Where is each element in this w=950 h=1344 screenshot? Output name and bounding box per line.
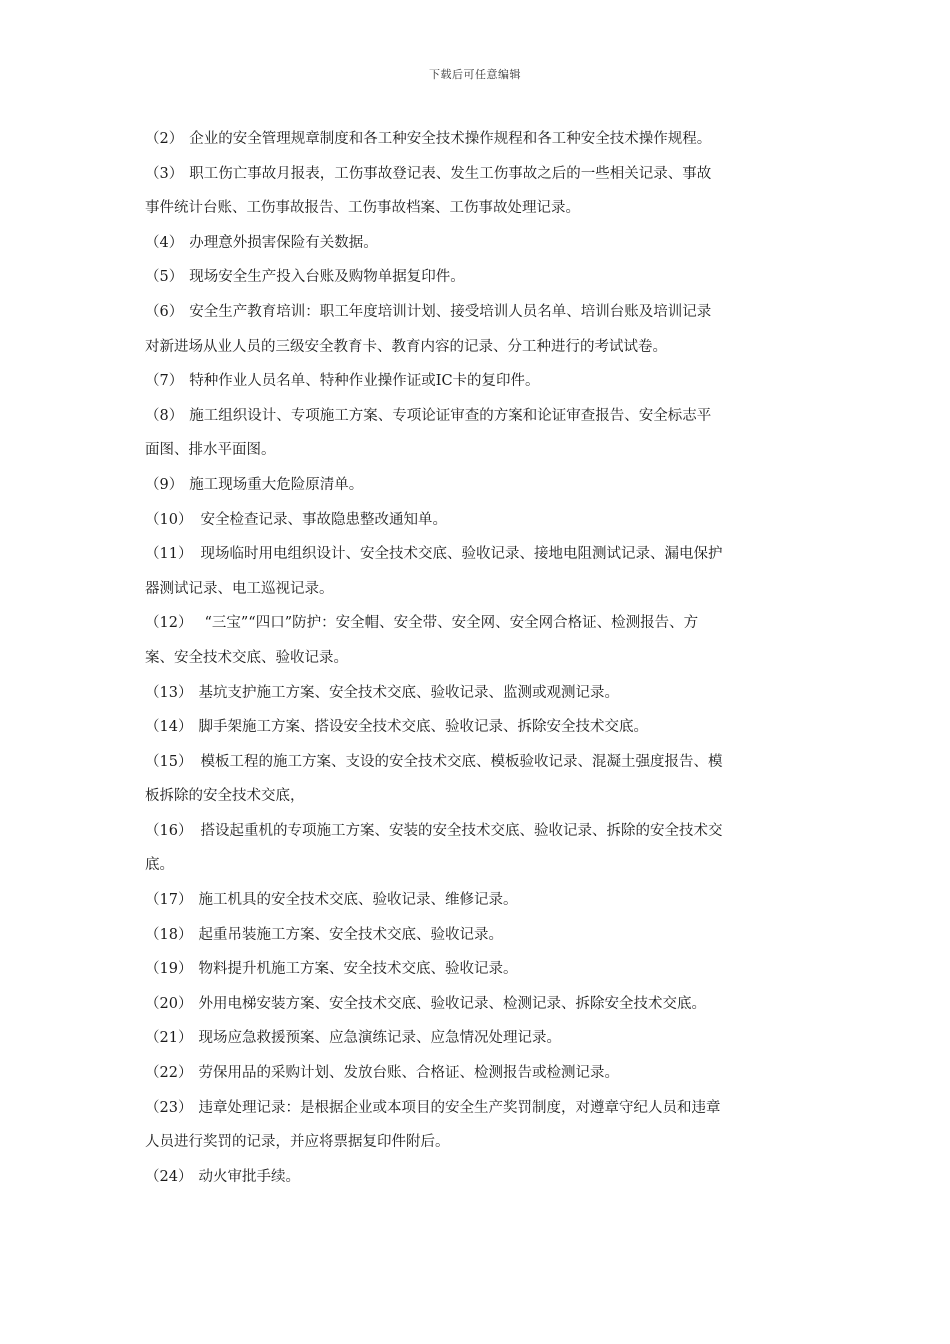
item-number: （23） bbox=[145, 1099, 193, 1116]
item-number: （24） bbox=[145, 1168, 193, 1185]
item-text: 施工组织设计、专项施工方案、专项论证审查的方案和论证审查报告、安全标志平 bbox=[189, 407, 712, 424]
item-text: 物料提升机施工方案、安全技术交底、验收记录。 bbox=[198, 961, 518, 978]
item-number: （12） bbox=[145, 615, 193, 632]
list-item bbox=[145, 1091, 810, 1126]
item-text: 面图、排水平面图。 bbox=[145, 442, 276, 459]
item-number: （17） bbox=[145, 892, 193, 909]
item-number: （9） bbox=[145, 476, 184, 493]
item-text: 板拆除的安全技术交底， bbox=[145, 788, 305, 805]
item-number: （16） bbox=[145, 822, 193, 839]
item-text: 违章处理记录：是根据企业或本项目的安全生产奖罚制度，对遵章守纪人员和违章 bbox=[198, 1099, 721, 1116]
item-text: 安全生产教育培训：职工年度培训计划、接受培训人员名单、培训台账及培训记录 bbox=[189, 303, 712, 320]
item-text: 外用电梯安装方案、安全技术交底、验收记录、检测记录、拆除安全技术交底。 bbox=[198, 995, 706, 1012]
item-text: 脚手架施工方案、搭设安全技术交底、验收记录、拆除安全技术交底。 bbox=[198, 719, 648, 736]
list-item bbox=[145, 1160, 810, 1195]
list-item bbox=[145, 295, 810, 330]
item-number: （13） bbox=[145, 684, 193, 701]
item-number: （21） bbox=[145, 1030, 193, 1047]
item-number: （7） bbox=[145, 373, 184, 390]
document-body bbox=[145, 122, 810, 1194]
item-number: （11） bbox=[145, 546, 193, 563]
list-item bbox=[145, 537, 810, 572]
item-text: 动火审批手续。 bbox=[198, 1168, 300, 1185]
list-item bbox=[145, 987, 810, 1022]
item-text: 安全检查记录、事故隐患整改通知单。 bbox=[200, 511, 447, 528]
list-item bbox=[145, 1056, 810, 1091]
item-number: （22） bbox=[145, 1065, 193, 1082]
list-item-continuation bbox=[145, 433, 810, 468]
list-item bbox=[145, 122, 810, 157]
item-number: （2） bbox=[145, 131, 184, 147]
list-item bbox=[145, 745, 810, 780]
list-item bbox=[145, 468, 810, 503]
item-text: 案、安全技术交底、验收记录。 bbox=[145, 649, 348, 666]
item-text: 器测试记录、电工巡视记录。 bbox=[145, 580, 334, 597]
item-text: 现场临时用电组织设计、安全技术交底、验收记录、接地电阻测试记录、漏电保护 bbox=[200, 546, 723, 563]
list-item bbox=[145, 226, 810, 261]
item-text: 现场应急救援预案、应急演练记录、应急情况处理记录。 bbox=[198, 1030, 561, 1047]
item-number: （3） bbox=[145, 165, 184, 182]
item-text: 现场安全生产投入台账及购物单据复印件。 bbox=[189, 269, 465, 286]
item-text: 基坑支护施工方案、安全技术交底、验收记录、监测或观测记录。 bbox=[198, 684, 619, 701]
list-item bbox=[145, 503, 810, 538]
item-text: 办理意外损害保险有关数据。 bbox=[189, 234, 378, 251]
item-text: 底。 bbox=[145, 857, 174, 874]
item-text: 施工现场重大危险原清单。 bbox=[189, 476, 364, 493]
list-item bbox=[145, 883, 810, 918]
item-text: 企业的安全管理规章制度和各工种安全技术操作规程和各工种安全技术操作规程。 bbox=[189, 131, 712, 147]
list-item bbox=[145, 260, 810, 295]
list-item bbox=[145, 1021, 810, 1056]
item-number: （5） bbox=[145, 269, 184, 286]
item-text: 人员进行奖罚的记录，并应将票据复印件附后。 bbox=[145, 1134, 450, 1151]
item-number: （6） bbox=[145, 303, 184, 320]
list-item bbox=[145, 364, 810, 399]
list-item bbox=[145, 814, 810, 849]
item-text: 特种作业人员名单、特种作业操作证或IC卡的复印件。 bbox=[189, 373, 540, 390]
list-item bbox=[145, 676, 810, 711]
list-item-continuation bbox=[145, 572, 810, 607]
list-item bbox=[145, 157, 810, 192]
item-number: （15） bbox=[145, 753, 193, 770]
item-text: 对新进场从业人员的三级安全教育卡、教育内容的记录、分工种进行的考试试卷。 bbox=[145, 338, 667, 355]
item-number: （10） bbox=[145, 511, 193, 528]
item-number: （19） bbox=[145, 961, 193, 978]
list-item-continuation bbox=[145, 779, 810, 814]
list-item bbox=[145, 918, 810, 953]
list-item bbox=[145, 710, 810, 745]
list-item bbox=[145, 952, 810, 987]
list-item bbox=[145, 399, 810, 434]
item-text: 施工机具的安全技术交底、验收记录、维修记录。 bbox=[198, 892, 518, 909]
list-item-continuation bbox=[145, 191, 810, 226]
list-item-continuation bbox=[145, 1125, 810, 1160]
item-text: 劳保用品的采购计划、发放台账、合格证、检测报告或检测记录。 bbox=[198, 1065, 619, 1082]
item-text: “三宝”“四口”防护：安全帽、安全带、安全网、安全网合格证、检测报告、方 bbox=[204, 615, 699, 632]
item-number: （20） bbox=[145, 995, 193, 1012]
item-number: （18） bbox=[145, 926, 193, 943]
item-number: （8） bbox=[145, 407, 184, 424]
item-text: 搭设起重机的专项施工方案、安装的安全技术交底、验收记录、拆除的安全技术交 bbox=[200, 822, 723, 839]
page-header-note: 下载后可任意编辑 bbox=[429, 68, 521, 81]
item-text: 事件统计台账、工伤事故报告、工伤事故档案、工伤事故处理记录。 bbox=[145, 200, 580, 217]
list-item-continuation bbox=[145, 848, 810, 883]
item-text: 职工伤亡事故月报表，工伤事故登记表、发生工伤事故之后的一些相关记录、事故 bbox=[189, 165, 712, 182]
item-number: （14） bbox=[145, 719, 193, 736]
item-text: 起重吊装施工方案、安全技术交底、验收记录。 bbox=[198, 926, 503, 943]
list-item-continuation bbox=[145, 641, 810, 676]
item-number: （4） bbox=[145, 234, 184, 251]
list-item bbox=[145, 606, 810, 641]
list-item-continuation bbox=[145, 330, 810, 365]
item-text: 模板工程的施工方案、支设的安全技术交底、模板验收记录、混凝土强度报告、模 bbox=[200, 753, 723, 770]
